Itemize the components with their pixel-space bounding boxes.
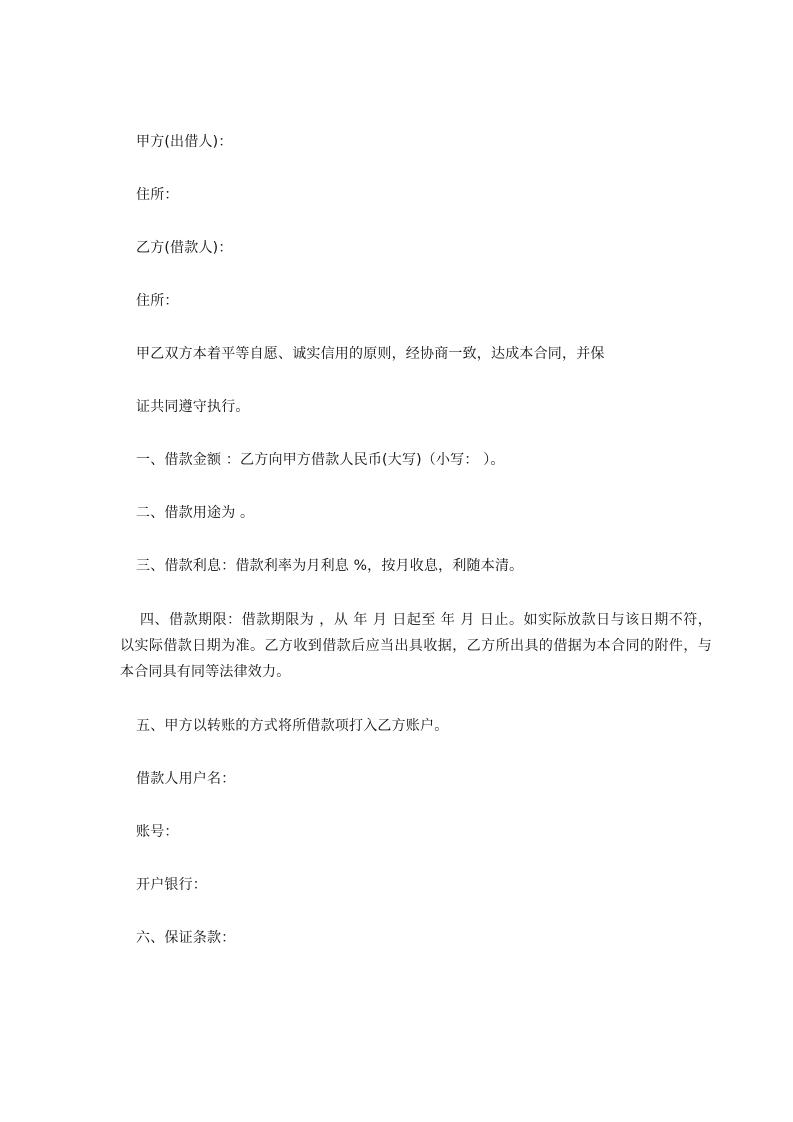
clause-loan-purpose: 二、借款用途为 。 [136, 505, 255, 521]
clause-loan-interest: 三、借款利息：借款利率为月利息 %，按月收息，利随本清。 [136, 558, 524, 574]
clause-transfer-method: 五、甲方以转账的方式将所借款项打入乙方账户。 [136, 718, 449, 734]
clause-loan-amount: 一、借款金额 ：乙方向甲方借款人民币(大写)（小写： ）。 [136, 452, 505, 468]
preamble-line-2: 证共同遵守执行。 [136, 399, 250, 415]
account-number-label: 账号： [136, 824, 179, 840]
party-a-label: 甲方(出借人)： [136, 134, 233, 150]
clause-guarantee: 六、保证条款： [136, 930, 236, 946]
account-name-label: 借款人用户名： [136, 771, 236, 787]
party-a-address-label: 住所： [136, 187, 179, 203]
party-b-label: 乙方(借款人)： [136, 240, 233, 256]
preamble-line-1: 甲乙双方本着平等自愿、诚实信用的原则，经协商一致，达成本合同，并保 [136, 346, 605, 362]
party-b-address-label: 住所： [136, 293, 179, 309]
clause-loan-term: 四、借款期限：借款期限为 ，从 年 月 日起至 年 月 日止。如实际放款日与该日期不符，以实际借款日期为准。乙方收到借款后应当出具收据，乙方所出具的借据为本合同的附件，与本合同具有同等法律效力。 [120, 612, 712, 680]
bank-label: 开户银行： [136, 877, 207, 893]
